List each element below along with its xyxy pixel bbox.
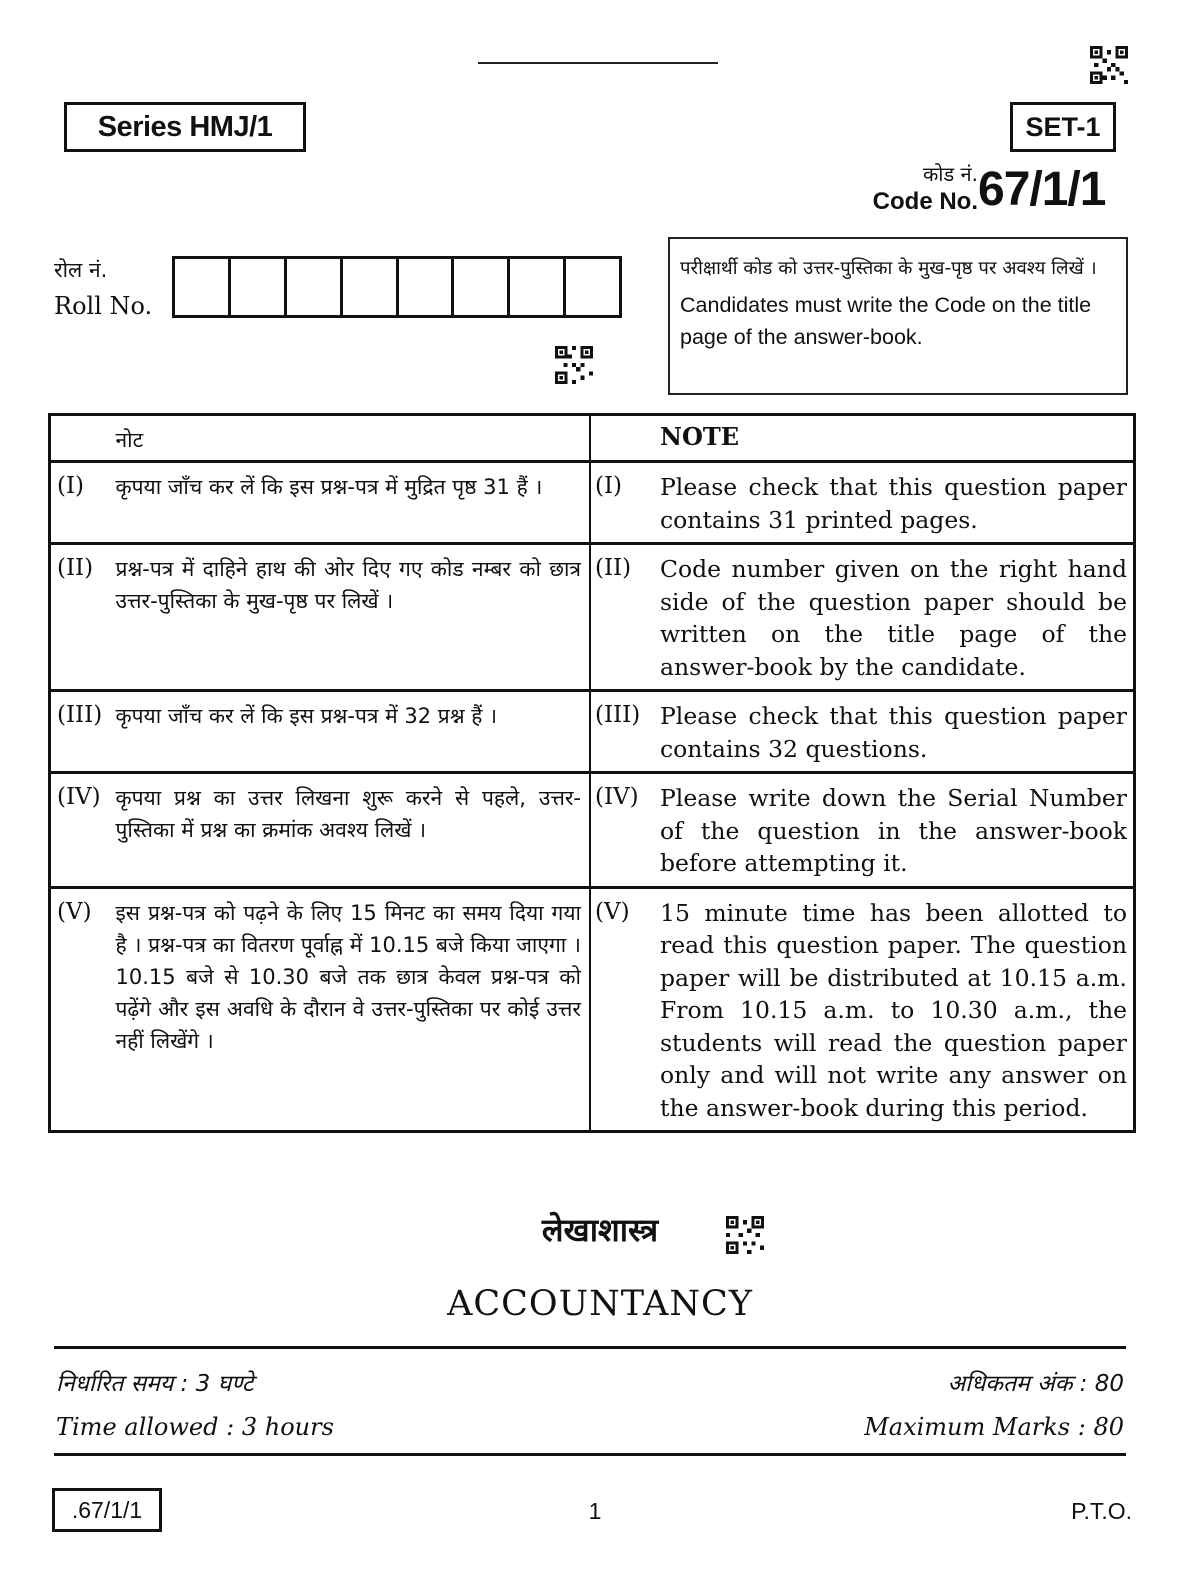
row-number: (I) <box>590 462 656 544</box>
roll-number-boxes[interactable] <box>172 256 622 318</box>
row-number: (III) <box>590 691 656 773</box>
row-number: (IV) <box>590 773 656 888</box>
roll-digit-box[interactable] <box>287 259 343 315</box>
qr-code-icon <box>555 346 593 384</box>
row-number: (I) <box>50 462 112 544</box>
roll-digit-box[interactable] <box>343 259 399 315</box>
row-number: (V) <box>57 898 92 925</box>
code-number: 67/1/1 <box>978 163 1106 216</box>
row-number: (IV) <box>50 773 112 888</box>
row-number: (II) <box>50 544 112 691</box>
roll-label-english: Roll No. <box>54 292 153 320</box>
table-row <box>50 691 1135 773</box>
divider <box>54 1453 1126 1456</box>
row-number: (V) <box>595 898 630 925</box>
table-row <box>50 887 1135 1132</box>
candidate-instruction-english: Candidates must write the Code on the title page of the answer-book. <box>680 293 1092 349</box>
code-label-english: Code No. <box>872 188 978 215</box>
time-allowed-english: Time allowed : 3 hours <box>56 1413 334 1441</box>
subject-title-english: ACCOUNTANCY <box>447 1284 753 1324</box>
note-text-hindi: प्रश्न-पत्र में दाहिने हाथ की ओर दिए गए कोड नम्बर को छात्र उत्तर-पुस्तिका के मुख-पृष्ठ पर लिखें । <box>112 544 591 691</box>
qr-code-icon <box>726 1216 764 1254</box>
footer-code: .67/1/1 <box>52 1488 162 1532</box>
roll-digit-box[interactable] <box>399 259 455 315</box>
note-text-english: 15 minute time has been allotted to read this question paper. The question paper will be distributed at 10.15 a.m. From 10.15 a.m. to 10.30 a.m., the students will read the question paper only and will not write any answer on the answer-book during this period. <box>660 898 1127 1122</box>
series-label: Series HMJ/1 <box>64 102 306 152</box>
roll-digit-box[interactable] <box>231 259 287 315</box>
note-text-hindi: इस प्रश्न-पत्र को पढ़ने के लिए 15 मिनट का समय दिया गया है । प्रश्न-पत्र का वितरण पूर्वाह्न में 10.15 बजे किया जाएगा । 10.15 बजे से 10.30 बजे तक छात्र केवल प्रश्न-पत्र को पढ़ेंगे और इस अवधि के दौरान वे उत्तर-पुस्तिका पर कोई उत्तर नहीं लिखेंगे । <box>112 887 591 1132</box>
roll-digit-box[interactable] <box>510 259 566 315</box>
candidate-instruction-box <box>668 237 1128 395</box>
table-row <box>50 773 1135 888</box>
page-number: 1 <box>588 1498 602 1524</box>
note-heading-english: NOTE <box>656 415 1135 462</box>
note-text-english: Please check that this question paper contains 32 questions. <box>656 691 1135 773</box>
roll-label-hindi: रोल नं. <box>54 258 108 282</box>
note-heading-hindi: नोट <box>112 415 591 462</box>
note-text-english: Please check that this question paper contains 31 printed pages. <box>656 462 1135 544</box>
note-table-header <box>50 415 1135 462</box>
roll-digit-box[interactable] <box>175 259 231 315</box>
note-text-english: Code number given on the right hand side of the question paper should be written on the title page of the answer-book by the candidate. <box>656 544 1135 691</box>
note-text-hindi: कृपया जाँच कर लें कि इस प्रश्न-पत्र में 32 प्रश्न हैं । <box>112 691 591 773</box>
maximum-marks-hindi: अधिकतम अंक : 80 <box>947 1371 1124 1397</box>
roll-digit-box[interactable] <box>566 259 619 315</box>
note-text-english: Please write down the Serial Number of the question in the answer-book before attempting it. <box>656 773 1135 888</box>
maximum-marks-english: Maximum Marks : 80 <box>864 1413 1124 1441</box>
note-text-hindi: कृपया प्रश्न का उत्तर लिखना शुरू करने से पहले, उत्तर-पुस्तिका में प्रश्न का क्रमांक अवश्य लिखें । <box>112 773 591 888</box>
note-text-hindi: कृपया जाँच कर लें कि इस प्रश्न-पत्र में मुद्रित पृष्ठ 31 हैं । <box>112 462 591 544</box>
row-number: (II) <box>590 544 656 691</box>
row-number: (III) <box>50 691 112 773</box>
time-allowed-hindi: निर्धारित समय : 3 घण्टे <box>56 1371 254 1397</box>
table-row <box>50 544 1135 691</box>
roll-digit-box[interactable] <box>454 259 510 315</box>
qr-code-icon <box>1090 46 1128 84</box>
note-table <box>48 413 1136 1133</box>
subject-title-hindi: लेखाशास्त्र <box>541 1211 659 1249</box>
candidate-instruction-hindi: परीक्षार्थी कोड को उत्तर-पुस्तिका के मुख-पृष्ठ पर अवश्य लिखें । <box>680 258 1097 279</box>
top-rule <box>478 62 718 64</box>
table-row <box>50 462 1135 544</box>
set-label: SET-1 <box>1010 102 1116 152</box>
divider <box>54 1346 1126 1349</box>
code-label-hindi: कोड नं. <box>922 162 978 186</box>
pto-label: P.T.O. <box>1071 1498 1132 1524</box>
